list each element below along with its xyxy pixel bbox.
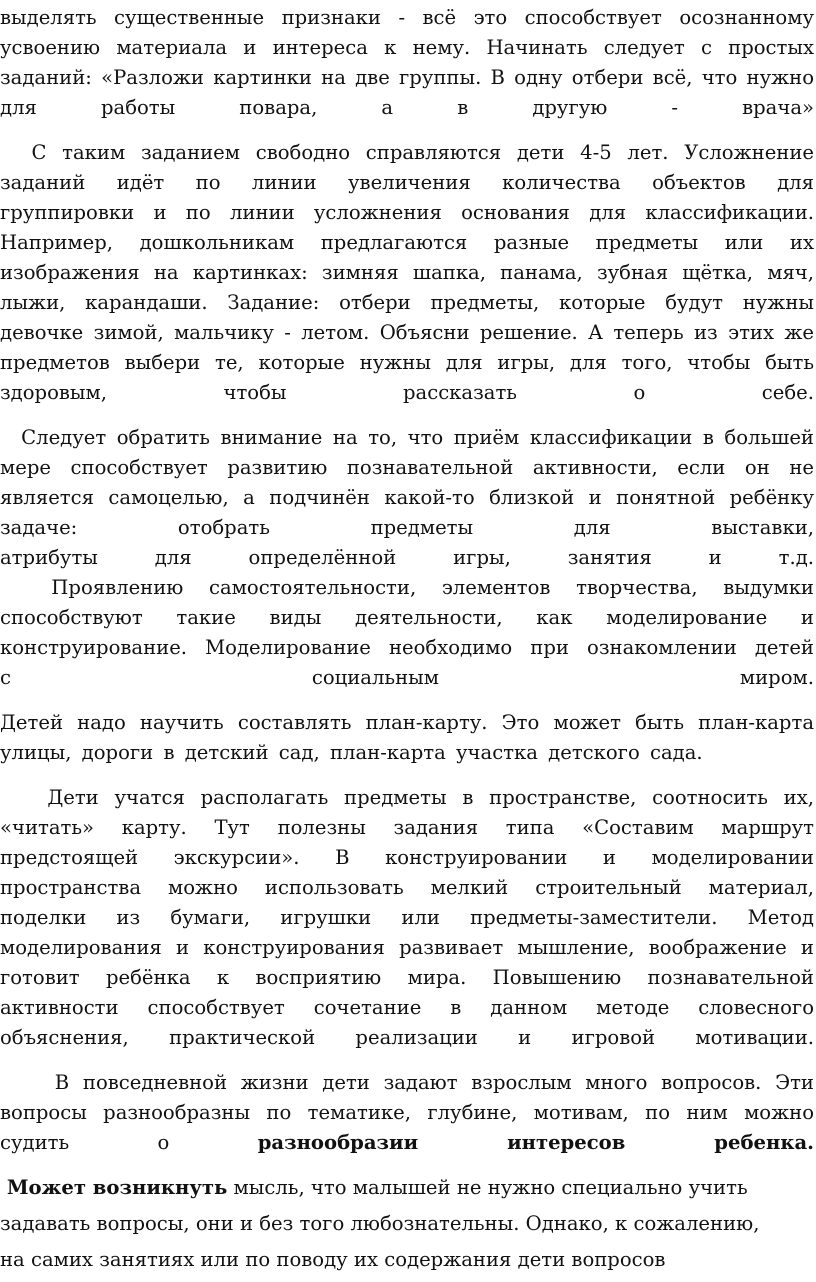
text-line: поделки из бумаги, игрушки или предметы-заместители. Метод	[0, 906, 814, 929]
text-line: «читать» карту. Тут полезны задания типа «Составим маршрут	[0, 816, 814, 839]
text-line: способствуют такие виды деятельности, как моделирование и	[0, 606, 814, 629]
text-line: предметов выбери те, которые нужны для игры, для того, чтобы быть	[0, 351, 814, 374]
text-line: мере способствует развитию познавательной активности, если он не	[0, 456, 814, 479]
text-line: объяснения, практической реализации и игровой мотивации.	[0, 1026, 814, 1049]
text-line: с социальным миром.	[0, 666, 814, 689]
text-line: атрибуты для определённой игры, занятия и т.д.	[0, 546, 814, 569]
text-line: Следует обратить внимание на то, что приём классификации в большей	[0, 426, 814, 449]
text-line: моделирования и конструирования развивает мышление, воображение и	[0, 936, 814, 959]
text-line: выделять существенные признаки - всё это способствует осознанному	[0, 6, 814, 29]
text-line: Дети учатся располагать предметы в пространстве, соотносить их,	[0, 786, 814, 809]
text-line: активности способствует сочетание в данном методе словесного	[0, 996, 814, 1019]
text-line: пространства можно использовать мелкий строительный материал,	[0, 876, 814, 899]
text-segment: мысль, что малышей не нужно специально учить	[227, 1176, 748, 1199]
text-line: лыжи, карандаши. Задание: отбери предметы, которые будут нужны	[0, 291, 814, 314]
text-line: для работы повара, а в другую - врача»	[0, 96, 814, 119]
text-line: Например, дошкольникам предлагаются разные предметы или их	[0, 231, 814, 254]
paragraph-5	[0, 783, 814, 1053]
text-line: усвоению материала и интереса к нему. Начинать следует с простых	[0, 36, 814, 59]
bold-text: разнообразии интересов ребенка.	[257, 1131, 815, 1154]
bold-text: Может возникнуть	[0, 1176, 228, 1199]
paragraph-7	[0, 1170, 814, 1278]
paragraph-6	[0, 1068, 814, 1158]
text-line: Детей надо научить составлять план-карту. Это может быть план-карта	[0, 711, 814, 734]
text-line: конструирование. Моделирование необходимо при ознакомлении детей	[0, 636, 814, 659]
paragraph-4	[0, 708, 814, 768]
text-line: заданий идёт по линии увеличения количества объектов для	[0, 171, 814, 194]
text-line: является самоцелью, а подчинён какой-то близкой и понятной ребёнку	[0, 486, 814, 509]
text-line: Проявлению самостоятельности, элементов творчества, выдумки	[0, 576, 814, 599]
text-line: вопросы разнообразны по тематике, глубине, мотивам, по ним можно	[0, 1101, 814, 1124]
text-line: задаче: отобрать предметы для выставки,	[0, 516, 814, 539]
text-line: заданий: «Разложи картинки на две группы. В одну отбери всё, что нужно	[0, 66, 814, 89]
text-line: девочке зимой, мальчику - летом. Объясни решение. А теперь из этих же	[0, 321, 814, 344]
text-line: задавать вопросы, они и без того любознательны. Однако, к сожалению,	[0, 1212, 760, 1235]
text-line: группировки и по линии усложнения основания для классификации.	[0, 201, 814, 224]
paragraph-2	[0, 138, 814, 408]
text-line-mixed	[0, 1170, 814, 1206]
text-line: улицы, дороги в детский сад, план-карта участка детского сада.	[0, 741, 703, 764]
text-line-mixed	[0, 1128, 814, 1158]
text-segment: судить о	[0, 1131, 258, 1154]
text-line: С таким заданием свободно справляются дети 4-5 лет. Усложнение	[0, 141, 814, 164]
text-line: на самих занятиях или по поводу их содержания дети вопросов	[0, 1248, 666, 1271]
text-line: здоровым, чтобы рассказать о себе.	[0, 381, 814, 404]
text-line: изображения на картинках: зимняя шапка, панама, зубная щётка, мяч,	[0, 261, 814, 284]
paragraph-1	[0, 3, 814, 123]
text-line: готовит ребёнка к восприятию мира. Повышению познавательной	[0, 966, 814, 989]
text-line: предстоящей экскурсии». В конструировании и моделировании	[0, 846, 814, 869]
paragraph-3	[0, 423, 814, 693]
text-line: В повседневной жизни дети задают взрослым много вопросов. Эти	[0, 1071, 814, 1094]
